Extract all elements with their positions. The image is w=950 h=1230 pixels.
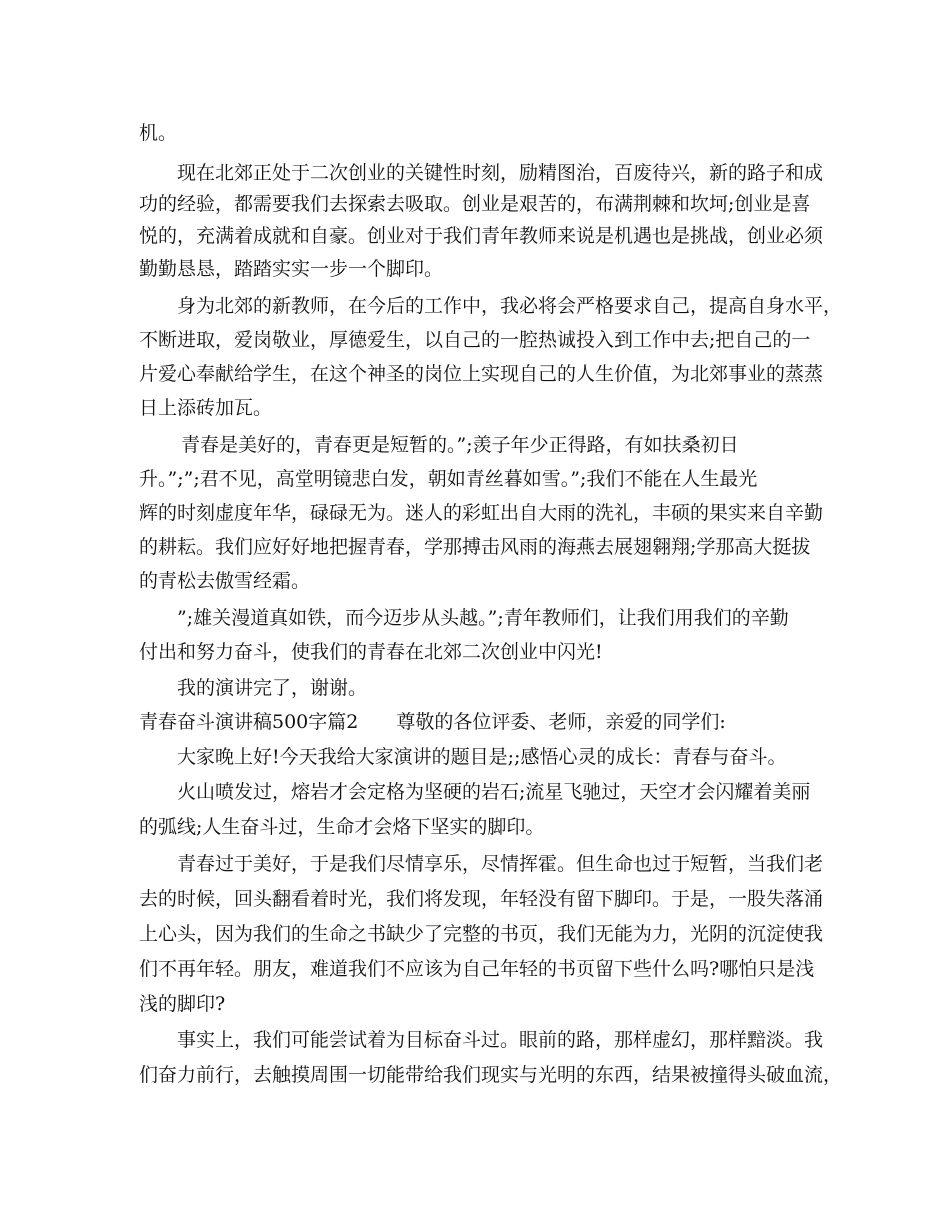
text-line: 青春奋斗演讲稿500字篇2 尊敬的各位评委、老师，亲爱的同学们: (139, 711, 726, 733)
text-line: 的弧线;人生奋斗过，生命才会烙下坚实的脚印。 (139, 816, 545, 838)
text-line: 机。 (139, 122, 178, 144)
text-line: 不断进取，爱岗敬业，厚德爱生，以自己的一腔热诚投入到工作中去;把自己的一 (139, 329, 811, 351)
text-line: 青春过于美好，于是我们尽情享乐，尽情挥霍。但生命也过于短暂，当我们老 (177, 853, 824, 875)
text-line: 升。”;”;君不见，高堂明镜悲白发，朝如青丝暮如雪。”;我们不能在人生最光 (139, 468, 758, 490)
text-line: 浅的脚印? (139, 993, 226, 1015)
text-line: 的青松去傲雪经霜。 (139, 570, 311, 592)
text-line: 去的时候，回头翻看着时光，我们将发现，年轻没有留下脚印。于是，一股失落涌 (139, 888, 824, 910)
text-line: 功的经验，都需要我们去探索去吸取。创业是艰苦的，布满荆棘和坎坷;创业是喜 (139, 193, 811, 215)
text-line: ”;雄关漫道真如铁，而今迈步从头越。”;青年教师们，让我们用我们的辛勤 (177, 607, 789, 629)
text-line: 青春是美好的，青春更是短暂的。”;羡子年少正得路，有如扶桑初日 (181, 434, 739, 456)
text-line: 上心头，因为我们的生命之书缺少了完整的书页，我们无能为力，光阴的沉淀使我 (139, 923, 824, 945)
text-line: 悦的，充满着成就和自豪。创业对于我们青年教师来说是机遇也是挑战，创业必须 (139, 225, 824, 247)
text-line: 火山喷发过，熔岩才会定格为坚硬的岩石;流星飞驰过，天空才会闪耀着美丽 (177, 781, 811, 803)
text-line: 大家晚上好!今天我给大家演讲的题目是;;感悟心灵的成长：青春与奋斗。 (177, 746, 787, 768)
text-line: 身为北郊的新教师，在今后的工作中，我必将会严格要求自己，提高自身水平， (177, 295, 843, 317)
text-line: 的耕耘。我们应好好地把握青春，学那搏击风雨的海燕去展翅翱翔;学那高大挺拔 (139, 536, 811, 558)
text-line: 们奋力前行，去触摸周围一切能带给我们现实与光明的东西，结果被撞得头破血流， (139, 1064, 843, 1086)
text-line: 辉的时刻虚度年华，碌碌无为。迷人的彩虹出自大雨的洗礼，丰硕的果实来自辛勤 (139, 502, 824, 524)
text-line: 日上添砖加瓦。 (139, 397, 273, 419)
text-line: 付出和努力奋斗，使我们的青春在北郊二次创业中闪光! (139, 641, 603, 663)
text-line: 现在北郊正处于二次创业的关键性时刻，励精图治，百废待兴，新的路子和成 (177, 162, 824, 184)
text-line: 片爱心奉献给学生，在这个神圣的岗位上实现自己的人生价值，为北郊事业的蒸蒸 (139, 363, 824, 385)
text-line: 们不再年轻。朋友，难道我们不应该为自己年轻的书页留下些什么吗?哪怕只是浅 (139, 958, 815, 980)
text-line: 事实上，我们可能尝试着为目标奋斗过。眼前的路，那样虚幻，那样黯淡。我 (177, 1029, 824, 1051)
text-line: 勤勤恳恳，踏踏实实一步一个脚印。 (139, 258, 444, 280)
text-line: 我的演讲完了，谢谢。 (177, 677, 368, 699)
